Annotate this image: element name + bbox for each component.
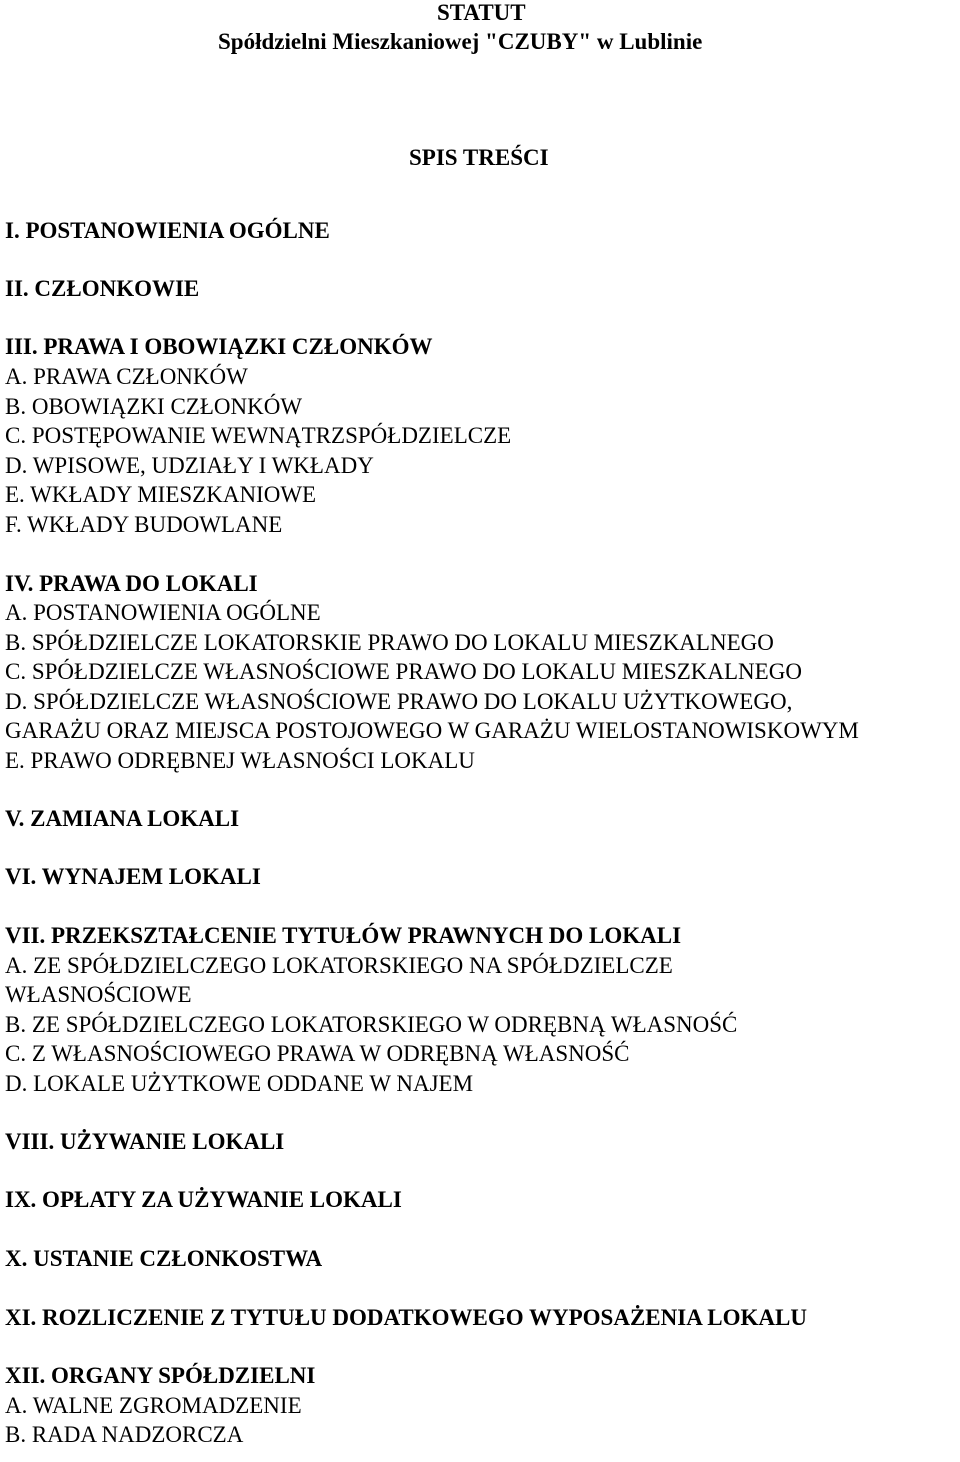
document-subtitle: Spółdzielni Mieszkaniowej "CZUBY" w Lublinie [218,29,703,54]
toc-section: WŁASNOŚCIOWE [5,982,192,1007]
toc-section: D. WPISOWE, UDZIAŁY I WKŁADY [5,453,374,478]
toc-heading: SPIS TREŚCI [409,145,549,170]
toc-section: F. WKŁADY BUDOWLANE [5,512,283,537]
toc-chapter: IV. PRAWA DO LOKALI [5,571,258,596]
toc-chapter: X. USTANIE CZŁONKOSTWA [5,1246,323,1271]
toc-section: A. WALNE ZGROMADZENIE [5,1393,302,1418]
toc-chapter: III. PRAWA I OBOWIĄZKI CZŁONKÓW [5,334,433,359]
toc-chapter: VIII. UŻYWANIE LOKALI [5,1129,285,1154]
toc-chapter: II. CZŁONKOWIE [5,276,200,301]
toc-section: GARAŻU ORAZ MIEJSCA POSTOJOWEGO W GARAŻU WIELOSTANOWISKOWYM [5,718,859,743]
toc-section: A. PRAWA CZŁONKÓW [5,364,248,389]
toc-section: C. Z WŁASNOŚCIOWEGO PRAWA W ODRĘBNĄ WŁASNOŚĆ [5,1041,630,1066]
toc-chapter: I. POSTANOWIENIA OGÓLNE [5,218,330,243]
toc-section: E. WKŁADY MIESZKANIOWE [5,482,317,507]
toc-chapter: XI. ROZLICZENIE Z TYTUŁU DODATKOWEGO WYPOSAŻENIA LOKALU [5,1305,807,1330]
toc-chapter: VII. PRZEKSZTAŁCENIE TYTUŁÓW PRAWNYCH DO LOKALI [5,923,682,948]
toc-section: B. SPÓŁDZIELCZE LOKATORSKIE PRAWO DO LOKALU MIESZKALNEGO [5,630,774,655]
toc-section: B. ZE SPÓŁDZIELCZEGO LOKATORSKIEGO W ODRĘBNĄ WŁASNOŚĆ [5,1012,738,1037]
toc-chapter: V. ZAMIANA LOKALI [5,806,240,831]
toc-section: B. RADA NADZORCZA [5,1422,244,1447]
toc-section: C. POSTĘPOWANIE WEWNĄTRZSPÓŁDZIELCZE [5,423,512,448]
toc-section: D. LOKALE UŻYTKOWE ODDANE W NAJEM [5,1071,474,1096]
toc-section: B. OBOWIĄZKI CZŁONKÓW [5,394,303,419]
toc-chapter: VI. WYNAJEM LOKALI [5,864,261,889]
document-title: STATUT [437,0,526,25]
toc-section: D. SPÓŁDZIELCZE WŁASNOŚCIOWE PRAWO DO LOKALU UŻYTKOWEGO, [5,689,793,714]
toc-chapter: IX. OPŁATY ZA UŻYWANIE LOKALI [5,1187,402,1212]
toc-section: A. ZE SPÓŁDZIELCZEGO LOKATORSKIEGO NA SPÓŁDZIELCZE [5,953,673,978]
toc-section: E. PRAWO ODRĘBNEJ WŁASNOŚCI LOKALU [5,748,475,773]
toc-section: A. POSTANOWIENIA OGÓLNE [5,600,321,625]
toc-section: C. SPÓŁDZIELCZE WŁASNOŚCIOWE PRAWO DO LOKALU MIESZKALNEGO [5,659,802,684]
toc-chapter: XII. ORGANY SPÓŁDZIELNI [5,1363,316,1388]
